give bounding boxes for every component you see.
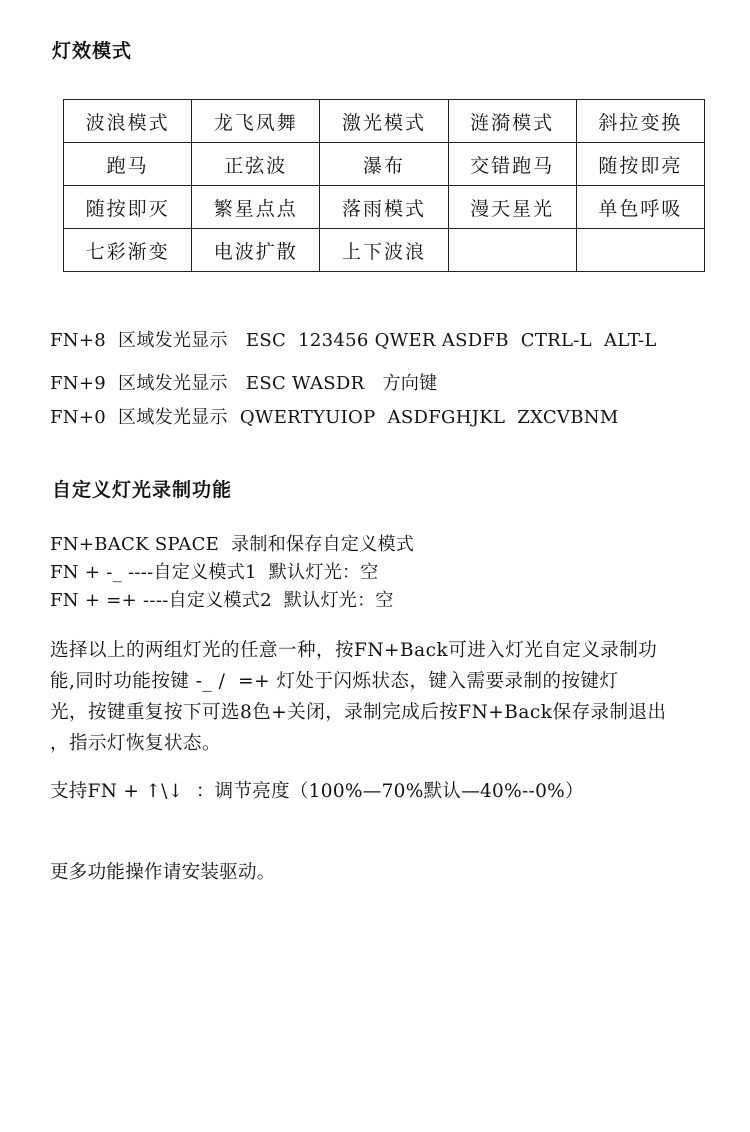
table-cell: 瀑布 — [320, 143, 448, 186]
zone-line-fn9: FN+9 区域发光显示 ESC WASDR 方向键 — [50, 373, 438, 394]
table-row — [64, 143, 705, 186]
table-cell: 跑马 — [64, 143, 192, 186]
table-cell — [576, 229, 704, 272]
table-row — [64, 100, 705, 143]
table-cell: 交错跑马 — [448, 143, 576, 186]
table-row — [64, 229, 705, 272]
table-cell: 涟漪模式 — [448, 100, 576, 143]
custom-line-mode2: FN + =+ ----自定义模式2 默认灯光：空 — [50, 590, 394, 611]
table-row — [64, 186, 705, 229]
table-cell: 波浪模式 — [64, 100, 192, 143]
brightness-line: 支持FN + ↑\↓ ：调节亮度（100%—70%默认—40%--0%） — [50, 781, 584, 802]
description-line: 光，按键重复按下可选8色+关闭，录制完成后按FN+Back保存录制退出 — [50, 702, 667, 723]
description-line: ，指示灯恢复状态。 — [50, 733, 222, 754]
section-title-lighting-modes: 灯效模式 — [52, 40, 133, 62]
custom-line-mode1: FN + -_ ----自定义模式1 默认灯光：空 — [50, 562, 379, 583]
section-title-custom-recording: 自定义灯光录制功能 — [52, 479, 233, 501]
table-cell: 随按即亮 — [576, 143, 704, 186]
table-cell: 上下波浪 — [320, 229, 448, 272]
table-cell — [448, 229, 576, 272]
table-cell: 正弦波 — [192, 143, 320, 186]
recording-description — [50, 635, 700, 759]
table-cell: 斜拉变换 — [576, 100, 704, 143]
table-cell: 繁星点点 — [192, 186, 320, 229]
table-cell: 激光模式 — [320, 100, 448, 143]
table-cell: 单色呼吸 — [576, 186, 704, 229]
custom-line-backspace: FN+BACK SPACE 录制和保存自定义模式 — [50, 534, 415, 555]
lighting-modes-table — [63, 99, 705, 272]
table-cell: 落雨模式 — [320, 186, 448, 229]
description-line: 能,同时功能按键 -_ / =+ 灯处于闪烁状态，键入需要录制的按键灯 — [50, 671, 619, 692]
table-cell: 随按即灭 — [64, 186, 192, 229]
table-cell: 漫天星光 — [448, 186, 576, 229]
description-line: 选择以上的两组灯光的任意一种，按FN+Back可进入灯光自定义录制功 — [50, 640, 658, 661]
driver-note: 更多功能操作请安装驱动。 — [50, 862, 276, 883]
zone-line-fn8: FN+8 区域发光显示 ESC 123456 QWER ASDFB CTRL-L ALT-L — [50, 330, 657, 351]
table-cell: 电波扩散 — [192, 229, 320, 272]
table-cell: 龙飞凤舞 — [192, 100, 320, 143]
table-cell: 七彩渐变 — [64, 229, 192, 272]
zone-line-fn0: FN+0 区域发光显示 QWERTYUIOP ASDFGHJKL ZXCVBNM — [50, 407, 619, 428]
